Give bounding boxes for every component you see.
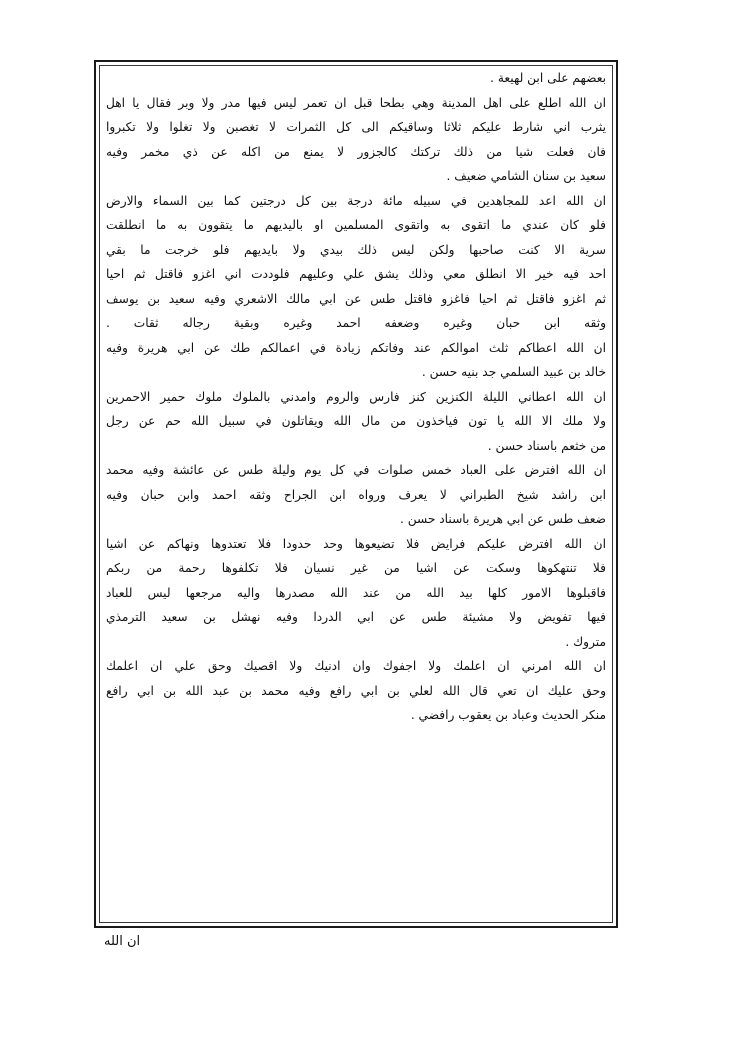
text-line: منكر الحديث وعباد بن يعقوب رافضي . bbox=[410, 708, 606, 722]
text-line: سرية الا كنت صاحبها ولكن ليس ذلك بيدي ولا بايديهم فلو خرجت ما بقي bbox=[106, 242, 606, 257]
text-line: ان الله اعطاكم ثلث اموالكم عند وفاتكم زيادة في اعمالكم طك عن ابي هريرة وفيه bbox=[106, 340, 606, 355]
text-line: ثم اغزو فاقتل ثم احيا فاغزو فاقتل طس عن ابي مالك الاشعري وفيه سعيد بن يوسف bbox=[106, 291, 606, 306]
text-line: احد فيه خير الا انطلق معي وذلك يشق علي وعليهم فلوددت اني اغزو فاقتل ثم احيا bbox=[106, 267, 606, 281]
text-line: وحق عليك ان تعي قال الله لعلي بن ابي رافع وفيه محمد بن عبد الله بن ابي رافع bbox=[106, 683, 606, 698]
text-line: فاقبلوها الامور كلها بيد الله من عند الله مصدرها واليه مرجعها ليس للعباد bbox=[106, 585, 606, 600]
text-line: وثقه ابن حبان وغيره وضعفه احمد وغيره وبقية رجاله ثقات . bbox=[106, 316, 606, 330]
text-line: ضعف طس عن ابي هريرة باسناد حسن . bbox=[399, 512, 606, 526]
manuscript-text bbox=[106, 66, 606, 728]
text-line: بعضهم على ابن لهيعة . bbox=[490, 71, 606, 85]
text-line: فيها تفويض ولا مشيئة طس عن ابي الدردا وفيه نهشل بن سعيد الترمذي bbox=[106, 610, 606, 624]
text-line: خالد بن عبيد السلمي جد بنيه حسن . bbox=[421, 365, 606, 379]
text-line: فان فعلت شيا من ذلك تركتك كالجزور لا يمنع من اكله عن ذي مخمر وفيه bbox=[106, 144, 606, 159]
text-line: فلا تنتهكوها وسكت عن اشيا من غير نسيان فلا تكلفوها رحمة من ربكم bbox=[106, 561, 606, 575]
catchword: ان الله bbox=[104, 934, 141, 949]
text-line: ان الله امرني ان اعلمك ولا اجفوك وان ادنيك ولا اقصيك وحق علي ان اعلمك bbox=[106, 659, 606, 673]
text-line: ابن راشد شيخ الطبراني لا يعرف ورواه ابن الجراح وثقه احمد وابن حبان وفيه bbox=[106, 487, 606, 502]
text-line: ان الله اعطاني الليلة الكنزين كنز فارس والروم وامدني بالملوك ملوك حمير الاحمرين bbox=[106, 389, 606, 404]
text-line: متروك . bbox=[565, 634, 606, 649]
text-line: ان الله افترض على العباد خمس صلوات في كل يوم وليلة طس عن عائشة وفيه محمد bbox=[106, 463, 606, 477]
text-line: ولا ملك الا الله يا تون فياخذون من مال الله ويقاتلون في سبيل الله حم عن رجل bbox=[106, 414, 606, 428]
text-line: ان الله اعد للمجاهدين في سبيله مائة درجة بين كل درجتين كما بين السماء والارض bbox=[106, 193, 606, 208]
text-line: ان الله افترض عليكم فرايض فلا تضيعوها وحد حدودا فلا تعتدوها ونهاكم عن اشيا bbox=[106, 536, 606, 551]
text-line: فلو كان عندي ما اتقوى به واتقوى المسلمين او باليديهم ما يتقوون به ما انطلقت bbox=[106, 218, 606, 232]
text-line: ان الله اطلع على اهل المدينة وهي بطحا قبل ان تعمر ليس فيها مدر ولا وبر فقال يا اهل bbox=[106, 95, 606, 110]
text-line: من خثعم باسناد حسن . bbox=[487, 438, 606, 453]
text-line: يثرب اني شارط عليكم ثلاثا وساقيكم الى كل الثمرات لا تغصبن ولا تغلوا ولا تكبروا bbox=[106, 120, 606, 134]
text-line: سعيد بن سنان الشامي ضعيف . bbox=[446, 169, 606, 183]
